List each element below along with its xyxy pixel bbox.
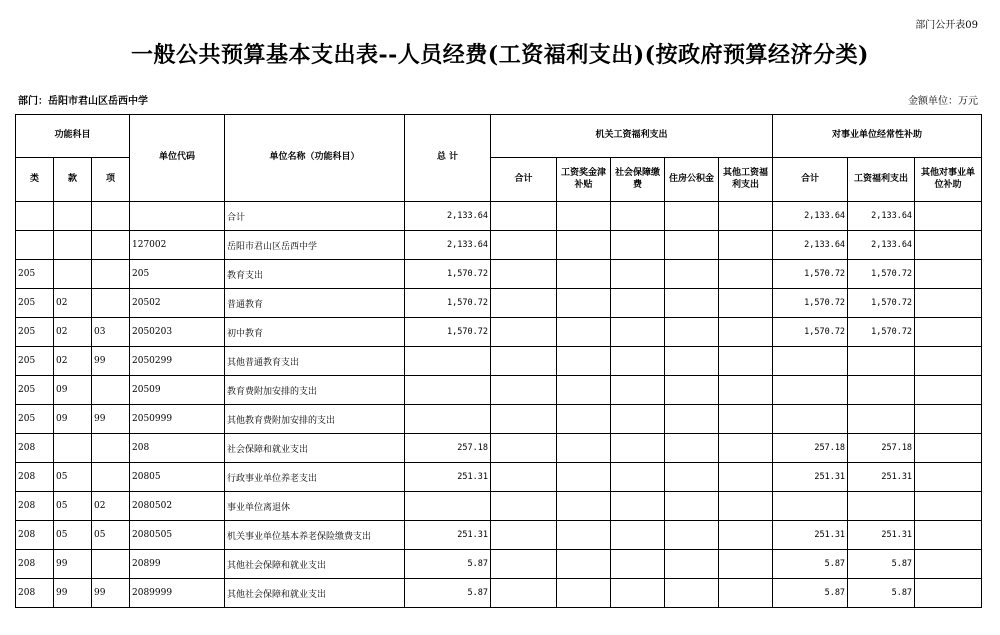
cell-kuan: 02 bbox=[54, 289, 92, 318]
table-row bbox=[16, 550, 982, 579]
cell-lei: 208 bbox=[16, 492, 54, 521]
cell-xiang: 99 bbox=[92, 405, 130, 434]
cell-lei bbox=[16, 202, 54, 231]
cell-xiang bbox=[92, 202, 130, 231]
cell-kuan: 09 bbox=[54, 376, 92, 405]
cell-unit-code: 20502 bbox=[130, 289, 225, 318]
cell-org-housing bbox=[665, 463, 719, 492]
cell-total: 5.87 bbox=[405, 579, 491, 608]
cell-org-housing bbox=[665, 289, 719, 318]
cell-inst-other bbox=[915, 231, 982, 260]
cell-xiang: 02 bbox=[92, 492, 130, 521]
cell-unit-name: 普通教育 bbox=[225, 289, 405, 318]
cell-unit-code bbox=[130, 202, 225, 231]
cell-org-other bbox=[719, 434, 773, 463]
org-wage-header: 工资奖金津补贴 bbox=[557, 158, 611, 202]
cell-unit-name: 其他教育费附加安排的支出 bbox=[225, 405, 405, 434]
cell-org-housing bbox=[665, 202, 719, 231]
cell-unit-name: 初中教育 bbox=[225, 318, 405, 347]
cell-inst-wage: 2,133.64 bbox=[848, 202, 915, 231]
cell-total: 2,133.64 bbox=[405, 202, 491, 231]
cell-unit-code: 20509 bbox=[130, 376, 225, 405]
unit-code-header: 单位代码 bbox=[130, 115, 225, 202]
cell-org-other bbox=[719, 202, 773, 231]
cell-total: 5.87 bbox=[405, 550, 491, 579]
table-row bbox=[16, 289, 982, 318]
cell-inst-subtotal: 257.18 bbox=[773, 434, 848, 463]
cell-lei: 208 bbox=[16, 579, 54, 608]
cell-org-social bbox=[611, 231, 665, 260]
cell-inst-wage bbox=[848, 376, 915, 405]
org-housing-header: 住房公积金 bbox=[665, 158, 719, 202]
cell-inst-other bbox=[915, 550, 982, 579]
cell-org-social bbox=[611, 579, 665, 608]
cell-org-wage bbox=[557, 492, 611, 521]
amount-unit-label: 金额单位：万元 bbox=[908, 96, 978, 107]
cell-inst-subtotal bbox=[773, 405, 848, 434]
cell-org-housing bbox=[665, 434, 719, 463]
cell-org-subtotal bbox=[491, 347, 557, 376]
cell-org-wage bbox=[557, 579, 611, 608]
cell-inst-other bbox=[915, 202, 982, 231]
cell-inst-wage: 251.31 bbox=[848, 463, 915, 492]
cell-inst-other bbox=[915, 463, 982, 492]
cell-lei: 205 bbox=[16, 376, 54, 405]
table-row bbox=[16, 376, 982, 405]
cell-kuan: 99 bbox=[54, 550, 92, 579]
cell-inst-wage: 5.87 bbox=[848, 550, 915, 579]
cell-org-subtotal bbox=[491, 231, 557, 260]
cell-unit-name: 机关事业单位基本养老保险缴费支出 bbox=[225, 521, 405, 550]
cell-lei: 208 bbox=[16, 550, 54, 579]
cell-org-housing bbox=[665, 318, 719, 347]
cell-xiang: 99 bbox=[92, 579, 130, 608]
cell-org-wage bbox=[557, 202, 611, 231]
cell-kuan: 05 bbox=[54, 521, 92, 550]
cell-kuan bbox=[54, 434, 92, 463]
cell-kuan: 02 bbox=[54, 347, 92, 376]
table-row bbox=[16, 405, 982, 434]
cell-inst-wage bbox=[848, 405, 915, 434]
cell-unit-code: 2080505 bbox=[130, 521, 225, 550]
cell-kuan: 02 bbox=[54, 318, 92, 347]
cell-org-subtotal bbox=[491, 463, 557, 492]
cell-inst-other bbox=[915, 579, 982, 608]
cell-unit-code: 127002 bbox=[130, 231, 225, 260]
table-body bbox=[16, 202, 982, 608]
cell-org-wage bbox=[557, 260, 611, 289]
cell-inst-subtotal bbox=[773, 492, 848, 521]
cell-org-subtotal bbox=[491, 492, 557, 521]
cell-inst-wage: 1,570.72 bbox=[848, 318, 915, 347]
cell-kuan bbox=[54, 231, 92, 260]
cell-org-wage bbox=[557, 463, 611, 492]
cell-org-subtotal bbox=[491, 318, 557, 347]
org-wage-group-header: 机关工资福利支出 bbox=[491, 115, 773, 158]
cell-inst-wage: 5.87 bbox=[848, 579, 915, 608]
cell-org-subtotal bbox=[491, 521, 557, 550]
cell-org-wage bbox=[557, 550, 611, 579]
cell-lei bbox=[16, 231, 54, 260]
cell-xiang bbox=[92, 231, 130, 260]
cell-org-housing bbox=[665, 579, 719, 608]
cell-inst-subtotal: 2,133.64 bbox=[773, 202, 848, 231]
cell-inst-other bbox=[915, 260, 982, 289]
cell-xiang: 03 bbox=[92, 318, 130, 347]
cell-unit-name: 行政事业单位养老支出 bbox=[225, 463, 405, 492]
table-row bbox=[16, 231, 982, 260]
cell-org-other bbox=[719, 347, 773, 376]
cell-org-social bbox=[611, 318, 665, 347]
cell-unit-code: 20805 bbox=[130, 463, 225, 492]
cell-org-wage bbox=[557, 376, 611, 405]
cell-inst-subtotal bbox=[773, 376, 848, 405]
cell-inst-wage: 1,570.72 bbox=[848, 260, 915, 289]
cell-unit-name: 社会保障和就业支出 bbox=[225, 434, 405, 463]
cell-total: 251.31 bbox=[405, 463, 491, 492]
cell-total: 1,570.72 bbox=[405, 289, 491, 318]
cell-lei: 205 bbox=[16, 347, 54, 376]
cell-inst-other bbox=[915, 376, 982, 405]
cell-total: 257.18 bbox=[405, 434, 491, 463]
cell-org-other bbox=[719, 492, 773, 521]
department-label: 部门：岳阳市君山区岳西中学 bbox=[18, 96, 148, 107]
cell-xiang bbox=[92, 376, 130, 405]
inst-subtotal-header: 合计 bbox=[773, 158, 848, 202]
cell-inst-subtotal: 1,570.72 bbox=[773, 289, 848, 318]
cell-lei: 205 bbox=[16, 318, 54, 347]
cell-total bbox=[405, 492, 491, 521]
cell-unit-code: 2050299 bbox=[130, 347, 225, 376]
cell-inst-wage bbox=[848, 492, 915, 521]
cell-inst-subtotal bbox=[773, 347, 848, 376]
cell-unit-name: 事业单位离退休 bbox=[225, 492, 405, 521]
cell-unit-name: 其他社会保障和就业支出 bbox=[225, 550, 405, 579]
cell-unit-name: 合计 bbox=[225, 202, 405, 231]
cell-inst-other bbox=[915, 347, 982, 376]
cell-org-social bbox=[611, 550, 665, 579]
cell-kuan: 99 bbox=[54, 579, 92, 608]
cell-inst-wage: 251.31 bbox=[848, 521, 915, 550]
func-subject-header: 功能科目 bbox=[16, 115, 130, 158]
org-subtotal-header: 合计 bbox=[491, 158, 557, 202]
cell-kuan: 05 bbox=[54, 492, 92, 521]
cell-org-housing bbox=[665, 231, 719, 260]
cell-xiang: 05 bbox=[92, 521, 130, 550]
cell-unit-name: 教育支出 bbox=[225, 260, 405, 289]
cell-inst-subtotal: 5.87 bbox=[773, 579, 848, 608]
cell-unit-code: 205 bbox=[130, 260, 225, 289]
lei-header: 类 bbox=[16, 158, 54, 202]
org-other-header: 其他工资福利支出 bbox=[719, 158, 773, 202]
cell-org-social bbox=[611, 434, 665, 463]
page-title: 一般公共预算基本支出表--人员经费(工资福利支出)(按政府预算经济分类) bbox=[131, 42, 869, 68]
cell-org-social bbox=[611, 347, 665, 376]
cell-org-other bbox=[719, 289, 773, 318]
cell-org-social bbox=[611, 492, 665, 521]
cell-org-subtotal bbox=[491, 289, 557, 318]
inst-subsidy-group-header: 对事业单位经常性补助 bbox=[773, 115, 982, 158]
inst-wage-header: 工资福利支出 bbox=[848, 158, 915, 202]
cell-org-housing bbox=[665, 521, 719, 550]
cell-inst-other bbox=[915, 289, 982, 318]
cell-unit-name: 其他普通教育支出 bbox=[225, 347, 405, 376]
cell-org-other bbox=[719, 579, 773, 608]
budget-table bbox=[15, 114, 982, 608]
cell-org-subtotal bbox=[491, 579, 557, 608]
unit-name-header: 单位名称（功能科目） bbox=[225, 115, 405, 202]
cell-inst-subtotal: 1,570.72 bbox=[773, 318, 848, 347]
cell-xiang bbox=[92, 463, 130, 492]
cell-org-other bbox=[719, 521, 773, 550]
cell-lei: 205 bbox=[16, 289, 54, 318]
cell-org-subtotal bbox=[491, 434, 557, 463]
cell-org-wage bbox=[557, 289, 611, 318]
inst-other-header: 其他对事业单位补助 bbox=[915, 158, 982, 202]
xiang-header: 项 bbox=[92, 158, 130, 202]
cell-org-subtotal bbox=[491, 202, 557, 231]
cell-inst-wage: 1,570.72 bbox=[848, 289, 915, 318]
cell-total: 251.31 bbox=[405, 521, 491, 550]
cell-org-housing bbox=[665, 376, 719, 405]
cell-total: 1,570.72 bbox=[405, 260, 491, 289]
table-row bbox=[16, 521, 982, 550]
cell-kuan bbox=[54, 260, 92, 289]
cell-unit-name: 岳阳市君山区岳西中学 bbox=[225, 231, 405, 260]
cell-lei: 208 bbox=[16, 434, 54, 463]
cell-total bbox=[405, 347, 491, 376]
cell-org-other bbox=[719, 231, 773, 260]
cell-unit-name: 教育费附加安排的支出 bbox=[225, 376, 405, 405]
table-row bbox=[16, 260, 982, 289]
table-row bbox=[16, 318, 982, 347]
cell-org-social bbox=[611, 289, 665, 318]
cell-inst-subtotal: 5.87 bbox=[773, 550, 848, 579]
table-row bbox=[16, 434, 982, 463]
cell-unit-code: 2089999 bbox=[130, 579, 225, 608]
cell-org-social bbox=[611, 405, 665, 434]
cell-org-subtotal bbox=[491, 550, 557, 579]
cell-org-wage bbox=[557, 521, 611, 550]
cell-org-other bbox=[719, 405, 773, 434]
org-social-header: 社会保障缴费 bbox=[611, 158, 665, 202]
table-row bbox=[16, 202, 982, 231]
cell-inst-wage bbox=[848, 347, 915, 376]
cell-org-housing bbox=[665, 260, 719, 289]
document-number: 部门公开表09 bbox=[915, 20, 978, 31]
cell-xiang bbox=[92, 550, 130, 579]
cell-org-housing bbox=[665, 405, 719, 434]
cell-unit-code: 2050203 bbox=[130, 318, 225, 347]
cell-unit-code: 2080502 bbox=[130, 492, 225, 521]
cell-lei: 205 bbox=[16, 405, 54, 434]
cell-unit-code: 208 bbox=[130, 434, 225, 463]
table-row bbox=[16, 347, 982, 376]
cell-org-social bbox=[611, 463, 665, 492]
table-row bbox=[16, 579, 982, 608]
cell-org-wage bbox=[557, 231, 611, 260]
cell-org-housing bbox=[665, 347, 719, 376]
cell-inst-other bbox=[915, 492, 982, 521]
cell-org-subtotal bbox=[491, 260, 557, 289]
cell-org-social bbox=[611, 260, 665, 289]
cell-inst-other bbox=[915, 318, 982, 347]
cell-inst-subtotal: 2,133.64 bbox=[773, 231, 848, 260]
total-header: 总 计 bbox=[405, 115, 491, 202]
cell-org-wage bbox=[557, 434, 611, 463]
cell-org-social bbox=[611, 202, 665, 231]
cell-org-subtotal bbox=[491, 405, 557, 434]
cell-kuan bbox=[54, 202, 92, 231]
cell-org-housing bbox=[665, 492, 719, 521]
cell-unit-code: 20899 bbox=[130, 550, 225, 579]
cell-total: 1,570.72 bbox=[405, 318, 491, 347]
cell-org-other bbox=[719, 463, 773, 492]
cell-inst-other bbox=[915, 521, 982, 550]
cell-xiang bbox=[92, 289, 130, 318]
cell-org-other bbox=[719, 550, 773, 579]
cell-unit-name: 其他社会保障和就业支出 bbox=[225, 579, 405, 608]
cell-org-social bbox=[611, 376, 665, 405]
cell-lei: 208 bbox=[16, 521, 54, 550]
table-row bbox=[16, 463, 982, 492]
table-row bbox=[16, 492, 982, 521]
cell-org-other bbox=[719, 376, 773, 405]
cell-org-wage bbox=[557, 347, 611, 376]
cell-inst-other bbox=[915, 434, 982, 463]
cell-total bbox=[405, 405, 491, 434]
cell-org-wage bbox=[557, 318, 611, 347]
cell-xiang bbox=[92, 260, 130, 289]
cell-org-subtotal bbox=[491, 376, 557, 405]
cell-inst-wage: 257.18 bbox=[848, 434, 915, 463]
cell-org-social bbox=[611, 521, 665, 550]
cell-xiang: 99 bbox=[92, 347, 130, 376]
kuan-header: 款 bbox=[54, 158, 92, 202]
cell-kuan: 05 bbox=[54, 463, 92, 492]
cell-total bbox=[405, 376, 491, 405]
cell-unit-code: 2050999 bbox=[130, 405, 225, 434]
cell-inst-subtotal: 1,570.72 bbox=[773, 260, 848, 289]
cell-total: 2,133.64 bbox=[405, 231, 491, 260]
cell-org-wage bbox=[557, 405, 611, 434]
cell-lei: 205 bbox=[16, 260, 54, 289]
cell-org-housing bbox=[665, 550, 719, 579]
cell-lei: 208 bbox=[16, 463, 54, 492]
cell-kuan: 09 bbox=[54, 405, 92, 434]
cell-org-other bbox=[719, 260, 773, 289]
cell-org-other bbox=[719, 318, 773, 347]
cell-inst-wage: 2,133.64 bbox=[848, 231, 915, 260]
cell-inst-subtotal: 251.31 bbox=[773, 463, 848, 492]
cell-inst-other bbox=[915, 405, 982, 434]
cell-xiang bbox=[92, 434, 130, 463]
cell-inst-subtotal: 251.31 bbox=[773, 521, 848, 550]
